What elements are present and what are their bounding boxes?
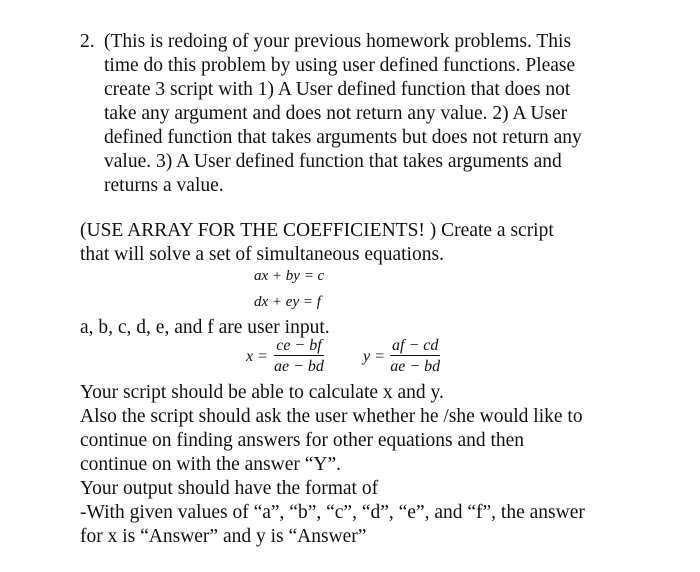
x-numerator: ce − bf [274,336,324,356]
instruction-line-2: Also the script should ask the user whether he /she would like to [80,406,583,427]
problem-number: 2. [80,31,95,52]
problem-line-4: take any argument and does not return any value. 2) A User [104,103,568,124]
instruction-line-7: for x is “Answer” and y is “Answer” [80,526,367,547]
equation-1: ax + by = c [254,268,325,284]
equation-2: dx + ey = f [254,294,321,310]
y-fraction [390,336,440,376]
instruction-line-3: continue on finding answers for other equations and then [80,430,525,451]
y-numerator: af − cd [392,337,439,354]
array-note-line-2: that will solve a set of simultaneous equations. [80,244,444,265]
instruction-line-6: -With given values of “a”, “b”, “c”, “d”, “e”, and “f”, the answer [80,502,585,523]
problem-line-3: create 3 script with 1) A User defined function that does not [104,79,571,100]
problem-line-6: value. 3) A User defined function that takes arguments and [104,151,562,172]
x-label: x = [246,348,268,365]
problem-line-2: time do this problem by using user defined functions. Please [104,55,576,76]
x-denominator: ae − bd [274,358,324,375]
instruction-line-1: Your script should be able to calculate x and y. [80,382,444,403]
problem-line-1: (This is redoing of your previous homework problems. This [104,31,572,52]
instruction-line-5: Your output should have the format of [80,478,379,499]
user-input-note: a, b, c, d, e, and f are user input. [80,317,330,338]
y-denominator: ae − bd [390,358,441,375]
problem-line-7: returns a value. [104,175,224,196]
problem-line-5: defined function that takes arguments but does not return any [104,127,582,148]
y-label: y = [363,348,385,365]
instruction-line-4: continue on with the answer “Y”. [80,454,342,475]
x-fraction [274,336,324,376]
array-note-line-1: (USE ARRAY FOR THE COEFFICIENTS! ) Create a script [80,220,554,241]
